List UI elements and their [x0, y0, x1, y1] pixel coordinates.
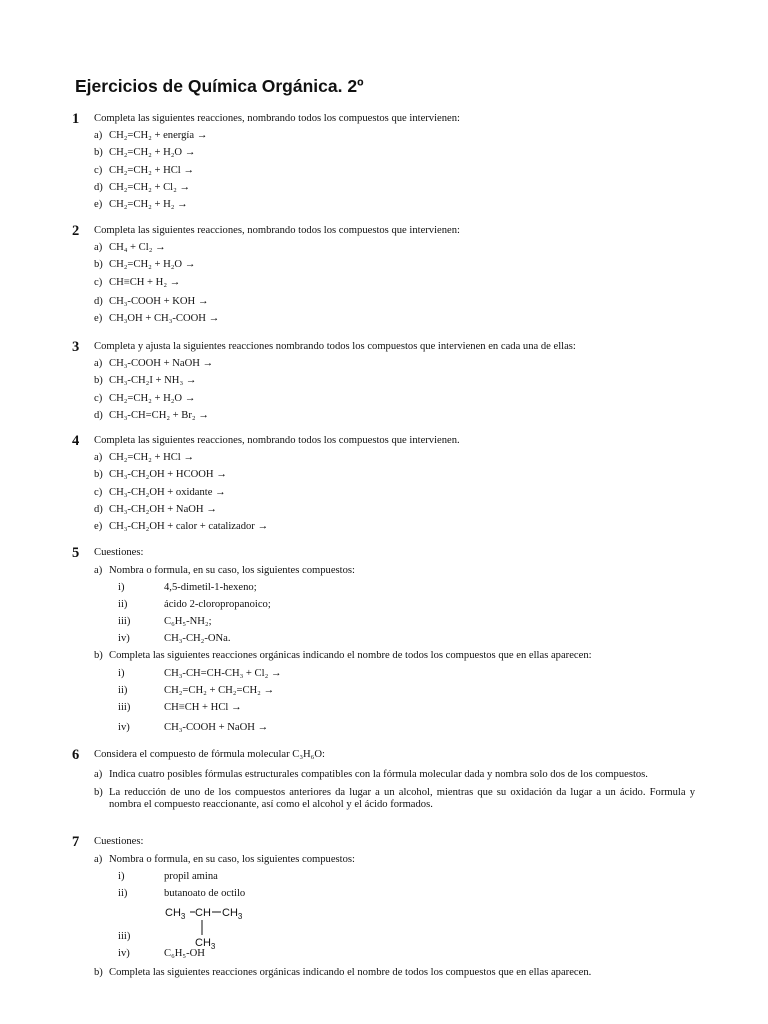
item-text: CH₃-CH₂OH + HCOOH →: [109, 469, 227, 481]
sub-item: [0, 871, 768, 888]
question-number: 3: [72, 339, 80, 355]
question-header: [0, 435, 768, 449]
item-label: b): [94, 650, 103, 662]
item-label: e): [94, 312, 103, 324]
item-text: CH₃-CH₂OH + NaOH →: [109, 503, 217, 515]
item-text: CH₃-COOH + KOH →: [109, 295, 209, 307]
sub-item-label: i): [118, 582, 125, 594]
list-item: [0, 130, 768, 147]
item-label: a): [94, 130, 103, 141]
sub-item-text: propil amina: [164, 871, 218, 883]
formula-group: CH: [195, 907, 211, 919]
sub-item-text: CH₃-CH₂-ONa.: [164, 633, 231, 645]
question-6: [0, 749, 768, 812]
list-item: [0, 565, 768, 582]
list-item: [0, 242, 768, 259]
item-label: d): [94, 295, 103, 307]
sub-item-label: iii): [118, 701, 131, 713]
question-header: [0, 836, 768, 850]
item-label: a): [94, 452, 103, 463]
item-text: Completa las siguientes reacciones orgánicas indicando el nombre de todos los compuestos que en ellas aparecen:: [109, 650, 592, 662]
paragraph-item: [0, 769, 768, 782]
question-header: [0, 113, 768, 127]
list-item: [0, 967, 768, 984]
question-statement: Completa las siguientes reacciones, nombrando todos los compuestos que intervienen:: [94, 225, 460, 236]
list-item: [0, 487, 768, 504]
item-text: CH₃-CH₂OH + oxidante →: [109, 486, 226, 498]
question-number: 2: [72, 223, 80, 239]
item-text: La reducción de uno de los compuestos anteriores da lugar a un alcohol, mientras que su oxidación da lugar a un ácido. Formula y nombra el compuesto reaccionante, así como el alcohol y el ácido formados.: [109, 786, 695, 810]
question-2: [0, 225, 768, 330]
sub-item-label: i): [118, 871, 125, 883]
item-text: CH₃-CH₂OH + calor + catalizador →: [109, 521, 269, 533]
list-item: [0, 469, 768, 486]
question-statement: Completa y ajusta la siguientes reacciones nombrando todos los compuestos que intervienen en cada una de ellas:: [94, 341, 576, 352]
list-item: [0, 452, 768, 469]
question-number: 6: [72, 747, 80, 763]
sub-item: [0, 582, 768, 599]
sub-item-text: CH≡CH + HCl →: [164, 701, 242, 713]
sub-item-label: iii): [118, 931, 131, 943]
list-item: [0, 313, 768, 330]
list-item: [0, 296, 768, 313]
sub-item-text: CH₃-CH=CH-CH₃ + Cl₂ →: [164, 667, 282, 679]
item-text: CH≡CH + H₂ →: [109, 276, 181, 288]
item-text: CH₃-CH₂I + NH₃ →: [109, 375, 197, 387]
sub-item-text: ácido 2-cloropropanoico;: [164, 599, 271, 611]
sub-item: [0, 599, 768, 616]
item-text: CH₃OH + CH₃-COOH →: [109, 312, 220, 324]
sub-item: [0, 702, 768, 722]
sub-item: [0, 685, 768, 702]
list-item: [0, 521, 768, 538]
list-item: [0, 410, 768, 427]
list-item: [0, 199, 768, 216]
list-item: [0, 854, 768, 871]
question-statement: Completa las siguientes reacciones, nombrando todos los compuestos que intervienen:: [94, 113, 460, 124]
sub-item-label: i): [118, 667, 125, 679]
sub-item-text: C₆H₅-NH₂;: [164, 616, 212, 628]
question-statement: Considera el compuesto de fórmula molecular C₃H₆O:: [94, 749, 325, 760]
formula-group: $CH_3$: [222, 907, 243, 921]
item-label: b): [94, 147, 103, 159]
list-item: [0, 165, 768, 182]
sub-item: [0, 948, 768, 965]
list-item: [0, 358, 768, 375]
list-item: [0, 393, 768, 410]
list-item: [0, 504, 768, 521]
item-text: CH₂=CH₂ + H₂O →: [109, 392, 196, 404]
item-text: CH₂=CH₂ + energía →: [109, 130, 208, 141]
item-text: CH₂=CH₂ + Cl₂ →: [109, 181, 191, 193]
sub-item-text: 4,5-dimetil-1-hexeno;: [164, 582, 257, 594]
item-label: b): [94, 786, 103, 798]
item-label: b): [94, 967, 103, 979]
question-header: [0, 749, 768, 763]
item-label: b): [94, 259, 103, 271]
question-statement: Completa las siguientes reacciones, nombrando todos los compuestos que intervienen.: [94, 435, 460, 446]
question-number: 4: [72, 433, 80, 449]
sub-item: [0, 668, 768, 685]
item-label: c): [94, 486, 103, 498]
item-label: a): [94, 854, 103, 865]
sub-item: [0, 888, 768, 905]
question-7: [0, 836, 768, 985]
item-label: e): [94, 521, 103, 533]
sub-item-label: ii): [118, 684, 128, 696]
item-label: b): [94, 469, 103, 481]
sub-item-text: C₆H₅-OH: [164, 948, 205, 960]
sub-item-label: iv): [118, 948, 130, 960]
question-statement: Cuestiones:: [94, 547, 144, 558]
sub-item: [0, 931, 768, 948]
item-text: CH₂=CH₂ + HCl →: [109, 452, 194, 463]
list-item: [0, 375, 768, 392]
item-label: c): [94, 276, 103, 288]
question-5: [0, 547, 768, 739]
structural-formula: [164, 904, 264, 952]
item-text: Completa las siguientes reacciones orgánicas indicando el nombre de todos los compuestos que en ellas aparecen.: [109, 967, 592, 979]
list-item: [0, 277, 768, 296]
item-label: c): [94, 392, 103, 404]
list-item: [0, 182, 768, 199]
item-label: e): [94, 199, 103, 211]
item-text: Nombra o formula, en su caso, los siguientes compuestos:: [109, 565, 355, 576]
question-header: [0, 547, 768, 561]
item-text: CH₄ + Cl₂ →: [109, 242, 166, 253]
paragraph-item: [0, 787, 768, 812]
item-text: Indica cuatro posibles fórmulas estructurales compatibles con la fórmula molecular dada y nombra solo dos de los compuestos.: [109, 769, 648, 780]
item-label: a): [94, 769, 103, 780]
item-label: a): [94, 242, 103, 253]
list-item: [0, 259, 768, 276]
formula-group: $CH_3$: [165, 907, 186, 921]
formula-group: $CH_3$: [195, 937, 216, 951]
item-text: CH₂=CH₂ + H₂O →: [109, 147, 196, 159]
item-text: CH₂=CH₂ + H₂ →: [109, 199, 188, 211]
sub-item-label: ii): [118, 599, 128, 611]
item-text: CH₃-CH=CH₂ + Br₂ →: [109, 409, 209, 421]
sub-item: [0, 616, 768, 633]
sub-item-label: iv): [118, 633, 130, 645]
question-header: [0, 341, 768, 355]
item-text: Nombra o formula, en su caso, los siguientes compuestos:: [109, 854, 355, 865]
question-number: 1: [72, 111, 80, 127]
item-text: CH₃-COOH + NaOH →: [109, 358, 214, 369]
item-label: d): [94, 409, 103, 421]
question-header: [0, 225, 768, 239]
item-label: b): [94, 375, 103, 387]
list-item: [0, 650, 768, 667]
sub-item: [0, 722, 768, 739]
item-label: d): [94, 181, 103, 193]
sub-item-text: CH₂=CH₂ + CH₂=CH₂ →: [164, 684, 275, 696]
item-label: d): [94, 503, 103, 515]
sub-item: [0, 633, 768, 650]
sub-item-label: iii): [118, 616, 131, 628]
question-1: [0, 113, 768, 216]
list-item: [0, 147, 768, 164]
item-label: a): [94, 565, 103, 576]
question-number: 5: [72, 545, 80, 561]
item-text: CH₂=CH₂ + H₂O →: [109, 259, 196, 271]
item-label: a): [94, 358, 103, 369]
question-number: 7: [72, 834, 80, 850]
sub-item-label: ii): [118, 888, 128, 900]
item-text: CH₂=CH₂ + HCl →: [109, 164, 194, 176]
question-4: [0, 435, 768, 538]
question-3: [0, 341, 768, 427]
sub-item-text: butanoato de octilo: [164, 888, 246, 900]
sub-item-label: iv): [118, 721, 130, 733]
question-statement: Cuestiones:: [94, 836, 144, 847]
item-label: c): [94, 164, 103, 176]
page-title: Ejercicios de Química Orgánica. 2º: [75, 76, 364, 96]
sub-item-text: CH₃-COOH + NaOH →: [164, 721, 269, 733]
